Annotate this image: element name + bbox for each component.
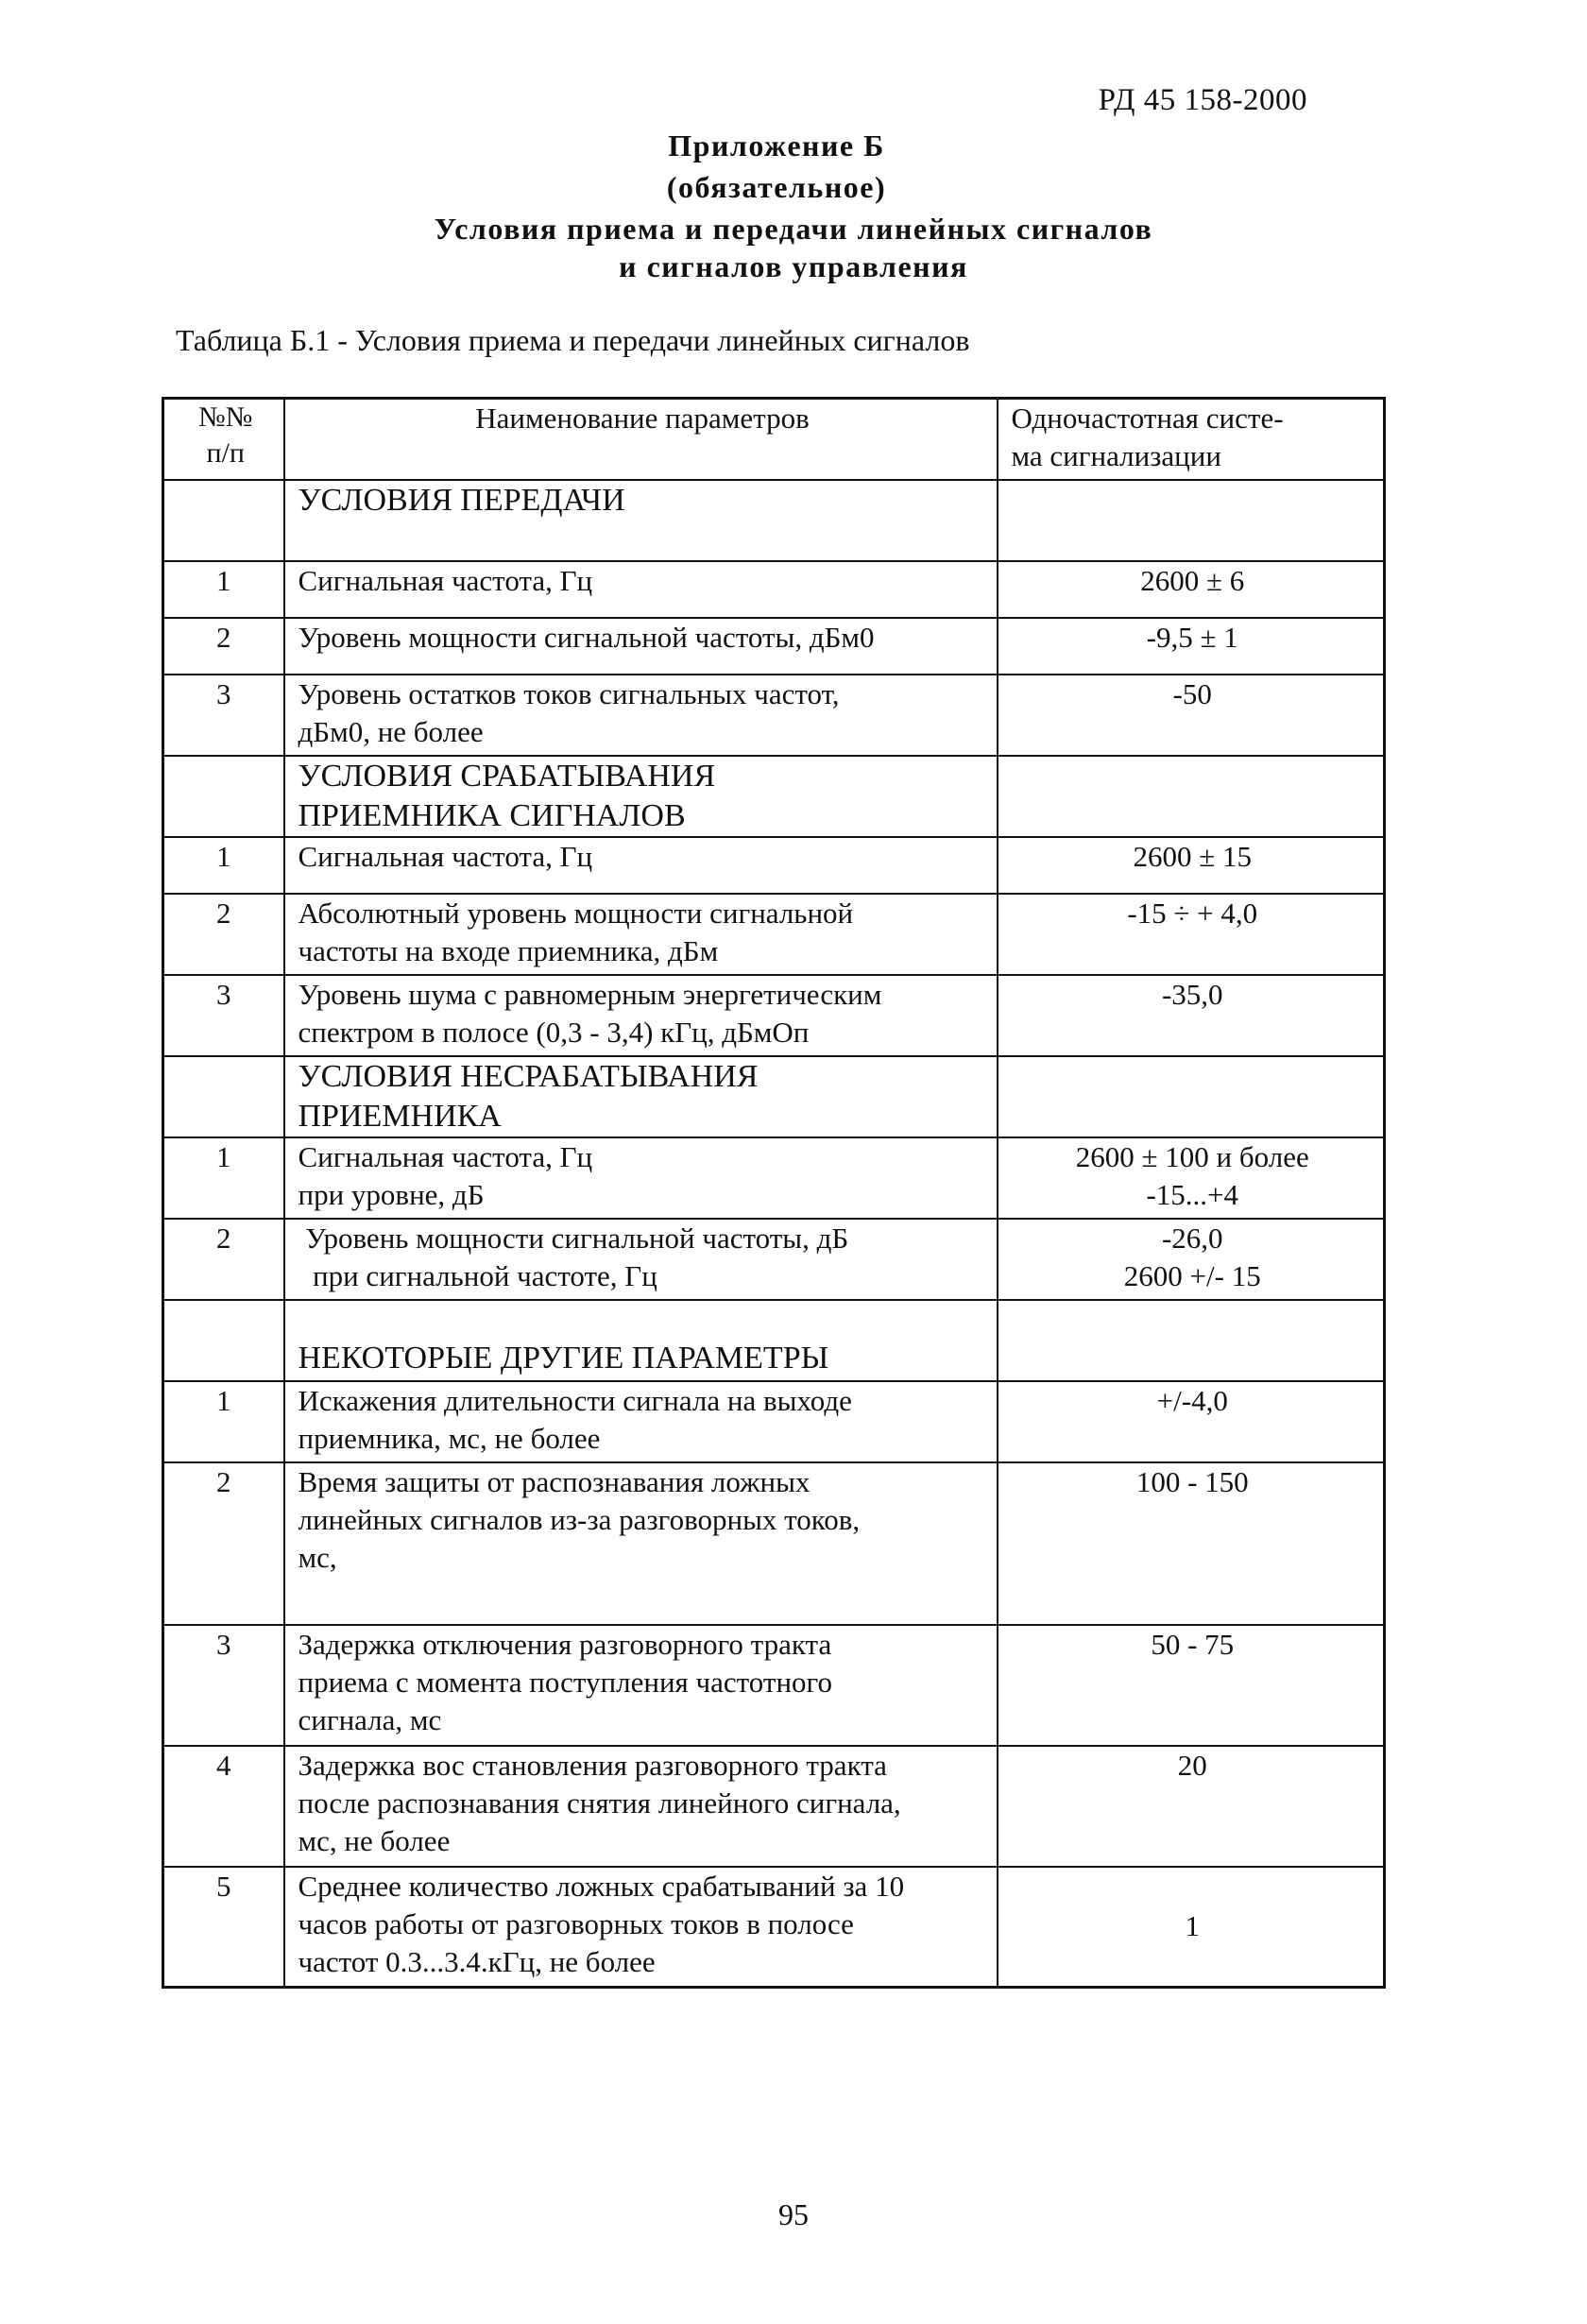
parameter-value-line: -35,0 [1161, 977, 1223, 1011]
parameter-name-line: дБм0, не более [298, 714, 484, 748]
section-value-cell [998, 1056, 1385, 1137]
parameter-value-line: 2600 ± 15 [1133, 839, 1252, 873]
parameter-name-line: Абсолютный уровень мощности сигнальной [298, 896, 854, 930]
parameter-name-line: Сигнальная частота, Гц [298, 1139, 593, 1173]
header-system-line2: ма сигнализации [1011, 439, 1221, 472]
parameter-name-line: при уровне, дБ [298, 1177, 485, 1211]
section-value-cell [998, 1300, 1385, 1381]
parameter-value [998, 1462, 1385, 1625]
parameter-value-line: 2600 ± 100 и более [1075, 1139, 1309, 1173]
parameter-value [998, 675, 1385, 756]
table-row [163, 975, 1385, 1056]
parameter-name [284, 1381, 998, 1462]
parameter-name-line: Уровень шума с равномерным энергетическим [298, 977, 882, 1011]
row-number: 3 [163, 675, 284, 756]
parameter-name [284, 1462, 998, 1625]
parameter-name-line: Уровень мощности сигнальной частоты, дБм0 [298, 620, 875, 654]
section-number-cell [163, 756, 284, 837]
parameter-value [998, 1746, 1385, 1867]
header-number [163, 399, 284, 480]
section-row [163, 756, 1385, 837]
parameter-value-line: 100 - 150 [1135, 1464, 1249, 1498]
section-title-text: НЕКОТОРЫЕ ДРУГИЕ ПАРАМЕТРЫ [298, 1340, 829, 1376]
table-row [163, 1137, 1385, 1219]
parameter-name [284, 837, 998, 894]
row-number: 1 [163, 837, 284, 894]
section-title-line: ПРИЕМНИКА СИГНАЛОВ [298, 797, 686, 833]
row-number: 1 [163, 1381, 284, 1462]
parameter-name [284, 894, 998, 975]
appendix-status: (обязательное) [666, 170, 887, 204]
section-row [163, 1300, 1385, 1381]
parameter-name-line: мс, [298, 1540, 337, 1574]
parameter-name-line: Сигнальная частота, Гц [298, 839, 593, 873]
section-title [284, 480, 998, 561]
parameter-name-line: при сигнальной частоте, Гц [298, 1258, 657, 1292]
parameter-name-line: приемника, мс, не более [298, 1421, 601, 1455]
table-row [163, 561, 1385, 618]
row-number: 2 [163, 1219, 284, 1300]
section-title [284, 1300, 998, 1381]
header-number-line1: №№ [198, 402, 253, 433]
parameter-name-line: Искажения длительности сигнала на выходе [298, 1383, 852, 1417]
section-title-line: ПРИЕМНИКА [298, 1098, 502, 1134]
section-row [163, 480, 1385, 561]
parameter-name [284, 1746, 998, 1867]
row-number: 3 [163, 975, 284, 1056]
document-code: РД 45 158-2000 [1098, 83, 1307, 117]
row-number: 1 [163, 1137, 284, 1219]
table-row [163, 1219, 1385, 1300]
parameter-value [998, 1137, 1385, 1219]
section-number-cell [163, 480, 284, 561]
parameter-value [998, 1625, 1385, 1746]
table-row [163, 1462, 1385, 1625]
row-number: 2 [163, 618, 284, 675]
parameter-value-line: -50 [1172, 676, 1212, 710]
parameter-name-line: частоты на входе приемника, дБм [298, 933, 719, 967]
parameter-value-line: 2600 ± 6 [1140, 563, 1245, 597]
row-number: 1 [163, 561, 284, 618]
parameter-name [284, 618, 998, 675]
parameter-value [998, 1381, 1385, 1462]
parameter-value [998, 618, 1385, 675]
header-system-line1: Одночастотная систе- [1011, 402, 1284, 435]
section-value-cell [998, 756, 1385, 837]
table-row [163, 1867, 1385, 1988]
parameter-value [998, 561, 1385, 618]
section-number-cell [163, 1056, 284, 1137]
parameter-name-line: Сигнальная частота, Гц [298, 563, 593, 597]
parameter-name [284, 1219, 998, 1300]
parameter-name-line: после распознавания снятия линейного сигнала, [298, 1786, 901, 1820]
parameter-name-line: Уровень остатков токов сигнальных частот, [298, 676, 840, 710]
table-row [163, 894, 1385, 975]
section-title [284, 756, 998, 837]
table-row [163, 618, 1385, 675]
section-number-cell [163, 1300, 284, 1381]
appendix-title: Приложение Б [668, 128, 885, 162]
table-row [163, 837, 1385, 894]
row-number: 4 [163, 1746, 284, 1867]
section-title-line: УСЛОВИЯ НЕСРАБАТЫВАНИЯ [298, 1058, 759, 1094]
parameter-value-line: -15 ÷ + 4,0 [1127, 896, 1258, 930]
row-number: 3 [163, 1625, 284, 1746]
parameter-name-line: линейных сигналов из-за разговорных токов, [298, 1502, 861, 1536]
parameter-value [998, 837, 1385, 894]
table-row [163, 1381, 1385, 1462]
parameter-value-line: +/-4,0 [1156, 1383, 1228, 1417]
parameter-name-line: Среднее количество ложных срабатываний за 10 [298, 1869, 905, 1903]
table-row [163, 1625, 1385, 1746]
parameter-name-line: приема с момента поступления частотного [298, 1665, 832, 1699]
table-caption: Таблица Б.1 - Условия приема и передачи линейных сигналов [176, 323, 970, 357]
row-number: 2 [163, 1462, 284, 1625]
appendix-heading-line2: и сигналов управления [619, 249, 968, 283]
table-header-row [163, 399, 1385, 480]
header-signalling-system [998, 399, 1385, 480]
parameter-value [998, 1867, 1385, 1988]
section-title [284, 1056, 998, 1137]
parameters-table [162, 397, 1386, 1989]
parameter-name-line: Уровень мощности сигнальной частоты, дБ [298, 1221, 849, 1255]
parameter-value-line: -15...+4 [1146, 1177, 1239, 1211]
parameter-value-line: 1 [1185, 1909, 1200, 1943]
row-number: 5 [163, 1867, 284, 1988]
parameter-name-line: частот 0.3...3.4.кГц, не более [298, 1944, 656, 1978]
parameter-name [284, 561, 998, 618]
parameter-value-line: 2600 +/- 15 [1123, 1258, 1261, 1292]
parameter-value [998, 975, 1385, 1056]
parameter-name-line: часов работы от разговорных токов в полосе [298, 1906, 854, 1940]
parameter-name [284, 975, 998, 1056]
section-value-cell [998, 480, 1385, 561]
appendix-heading-line1: Условия приема и передачи линейных сигналов [434, 212, 1153, 246]
section-title-line: УСЛОВИЯ СРАБАТЫВАНИЯ [298, 758, 716, 794]
table-row [163, 1746, 1385, 1867]
parameter-value [998, 1219, 1385, 1300]
row-number: 2 [163, 894, 284, 975]
parameter-value [998, 894, 1385, 975]
table-body [163, 480, 1385, 1988]
parameter-value-line: -26,0 [1161, 1221, 1223, 1255]
parameter-name [284, 675, 998, 756]
parameter-name [284, 1867, 998, 1988]
parameter-name-line: мс, не более [298, 1823, 451, 1857]
parameter-value-line: 50 - 75 [1151, 1627, 1235, 1661]
parameter-name [284, 1137, 998, 1219]
parameter-name-line: Задержка вос становления разговорного тракта [298, 1748, 887, 1782]
parameter-name-line: спектром в полосе (0,3 - 3,4) кГц, дБмОп [298, 1015, 810, 1049]
parameter-name-line: сигнала, мс [298, 1702, 442, 1736]
section-title-text: УСЛОВИЯ ПЕРЕДАЧИ [298, 482, 625, 518]
parameter-value-line: -9,5 ± 1 [1146, 620, 1238, 654]
section-row [163, 1056, 1385, 1137]
header-number-line2: п/п [206, 437, 245, 469]
table-row [163, 675, 1385, 756]
parameter-name [284, 1625, 998, 1746]
page-number: 95 [778, 2197, 809, 2231]
parameter-value-line: 20 [1177, 1748, 1207, 1782]
parameter-name-line: Время защиты от распознавания ложных [298, 1464, 811, 1498]
parameter-name-line: Задержка отключения разговорного тракта [298, 1627, 832, 1661]
header-parameter-name: Наименование параметров [284, 399, 998, 480]
